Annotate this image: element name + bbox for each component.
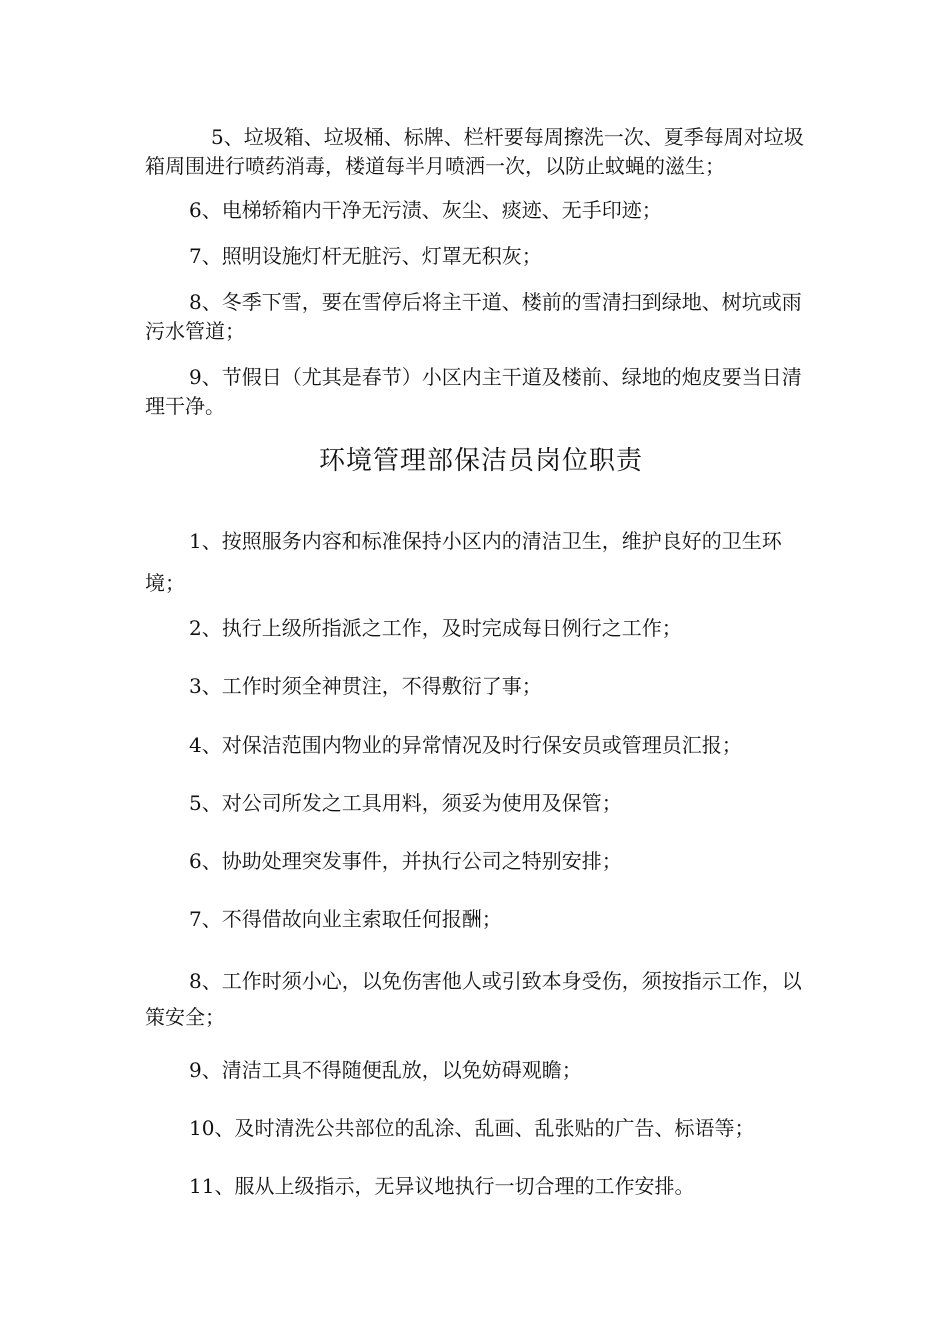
section-title: 环境管理部保洁员岗位职责 <box>318 446 643 476</box>
duty-item-10: 10、及时清洗公共部位的乱涂、乱画、乱张贴的广告、标语等； <box>189 1116 755 1140</box>
duty-item-8: 8、工作时须小心，以免伤害他人或引致本身受伤，须按指示工作，以策安全； <box>145 969 802 1029</box>
duty-item-6: 6、协助处理突发事件，并执行公司之特别安排； <box>189 849 622 873</box>
cleaning-rule-7: 7、照明设施灯杆无脏污、灯罩无积灰； <box>189 244 542 268</box>
duty-item-2: 2、执行上级所指派之工作，及时完成每日例行之工作； <box>189 616 682 640</box>
cleaning-rule-8: 8、冬季下雪，要在雪停后将主干道、楼前的雪清扫到绿地、树坑或雨污水管道； <box>145 290 802 343</box>
duty-item-5: 5、对公司所发之工具用料，须妥为使用及保管； <box>189 791 622 815</box>
duty-item-11: 11、服从上级指示，无异议地执行一切合理的工作安排。 <box>189 1174 695 1198</box>
cleaning-rule-5: 5、垃圾箱、垃圾桶、标牌、栏杆要每周擦洗一次、夏季每周对垃圾箱周围进行喷药消毒，楼道每半月喷洒一次，以防止蚊蝇的滋生； <box>145 125 804 178</box>
cleaning-rule-6: 6、电梯轿箱内干净无污渍、灰尘、痰迹、无手印迹； <box>189 198 662 222</box>
cleaning-rule-9: 9、节假日（尤其是春节）小区内主干道及楼前、绿地的炮皮要当日清理干净。 <box>145 365 802 418</box>
duty-item-4: 4、对保洁范围内物业的异常情况及时行保安员或管理员汇报； <box>189 733 742 757</box>
duty-item-1: 1、按照服务内容和标准保持小区内的清洁卫生，维护良好的卫生环境； <box>145 529 782 595</box>
duty-item-9: 9、清洁工具不得随便乱放，以免妨碍观瞻； <box>189 1058 582 1082</box>
duty-item-7: 7、不得借故向业主索取任何报酬； <box>189 907 502 931</box>
duty-item-3: 3、工作时须全神贯注，不得敷衍了事； <box>189 674 542 698</box>
